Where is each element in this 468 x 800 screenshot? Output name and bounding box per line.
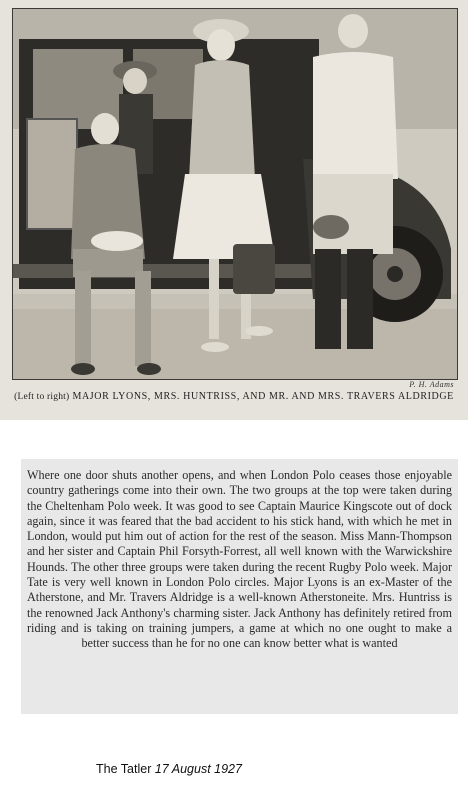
- publication-name: The Tatler: [96, 762, 152, 776]
- article-paragraph: Where one door shuts another opens, and when London Polo ceases those enjoyable country gatherings come into their own. The two groups at the top were taken during the Cheltenham Polo week. It was good to see Captain Maurice Kingscote out of dock again, since it was feared that the bad accident to his stick hand, with which he met in London, would put him out of action for the rest of the season. Miss Mann-Thompson and her sister and Captain Phil Forsyth-Forrest, all well known with the Warwickshire Hounds. The other three groups were taken during the recent Rugby Polo week. Major Tate is very well known in London Polo circles. Major Lyons is an ex-Master of the Atherstone, and Mr. Travers Aldridge is a well-known Atherstoneite. Mrs. Huntriss is the renowned Jack Anthony's charming sister. Jack Anthony has definitely retired from riding and is taking on training jumpers, a game at which no one ought to make a better success than he for no one can know better what is wanted: [27, 468, 452, 651]
- article-clipping: [21, 459, 458, 714]
- caption-lead: (Left to right): [14, 392, 70, 402]
- group-photograph: [12, 8, 458, 380]
- source-attribution: [96, 762, 242, 776]
- photo-credit: P. H. Adams: [409, 380, 454, 389]
- publication-date: 17 August 1927: [154, 762, 242, 776]
- photo-caption: [6, 391, 462, 403]
- caption-names: MAJOR LYONS, MRS. HUNTRISS, AND MR. AND MRS. TRAVERS ALDRIDGE: [72, 391, 454, 402]
